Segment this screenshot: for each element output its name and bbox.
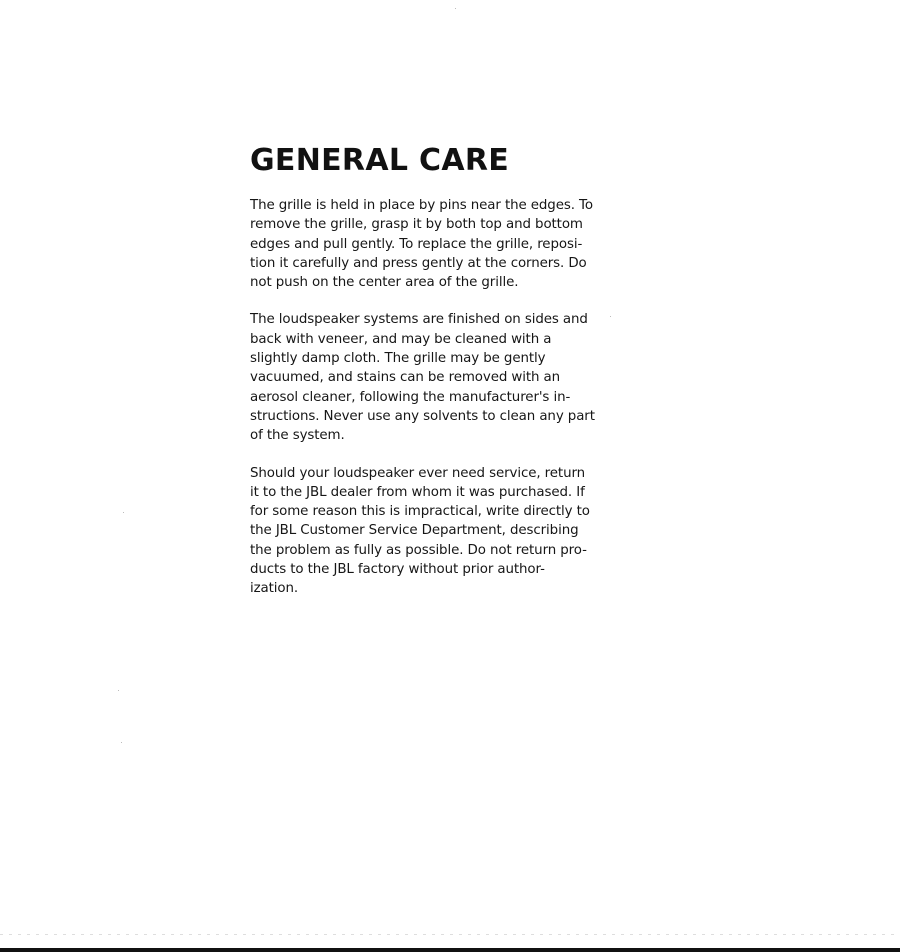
paragraph-service bbox=[250, 464, 620, 599]
text-line: edges and pull gently. To replace the grille, reposi- bbox=[250, 236, 583, 252]
text-line: of the system. bbox=[250, 428, 345, 444]
scan-speck bbox=[455, 8, 456, 9]
text-line: structions. Never use any solvents to clean any part bbox=[250, 408, 595, 424]
general-care-section bbox=[250, 140, 620, 617]
text-line: The grille is held in place by pins near the edges. To bbox=[250, 198, 593, 213]
scan-speck bbox=[121, 742, 122, 743]
text-line: slightly damp cloth. The grille may be gently bbox=[250, 351, 546, 367]
page-bottom-edge bbox=[0, 948, 900, 952]
text-line: ization. bbox=[250, 581, 299, 597]
text-line: it to the JBL dealer from whom it was purchased. If bbox=[250, 484, 585, 500]
scan-speck bbox=[118, 690, 119, 691]
text-line: vacuumed, and stains can be removed with an bbox=[250, 370, 561, 386]
text-line: ducts to the JBL factory without prior author- bbox=[250, 562, 545, 578]
paragraph-grille-removal bbox=[250, 196, 620, 292]
text-line: for some reason this is impractical, write directly to bbox=[250, 504, 590, 520]
text-line: back with veneer, and may be cleaned with a bbox=[250, 331, 552, 347]
text-line: tion it carefully and press gently at the corners. Do bbox=[250, 255, 587, 271]
section-heading: GENERAL CARE bbox=[250, 143, 510, 178]
scan-artifact-line bbox=[0, 934, 900, 935]
text-line: Should your loudspeaker ever need service, return bbox=[250, 465, 586, 481]
text-line: not push on the center area of the grille. bbox=[250, 275, 519, 291]
text-line: the JBL Customer Service Department, describing bbox=[250, 523, 579, 539]
text-line: remove the grille, grasp it by both top and bottom bbox=[250, 217, 583, 233]
scan-speck bbox=[123, 512, 124, 513]
paragraph-cleaning bbox=[250, 310, 620, 445]
text-line: aerosol cleaner, following the manufacturer's in- bbox=[250, 389, 571, 405]
text-line: The loudspeaker systems are finished on sides and bbox=[250, 312, 588, 328]
scan-speck bbox=[610, 316, 611, 317]
text-line: the problem as fully as possible. Do not return pro- bbox=[250, 542, 587, 558]
